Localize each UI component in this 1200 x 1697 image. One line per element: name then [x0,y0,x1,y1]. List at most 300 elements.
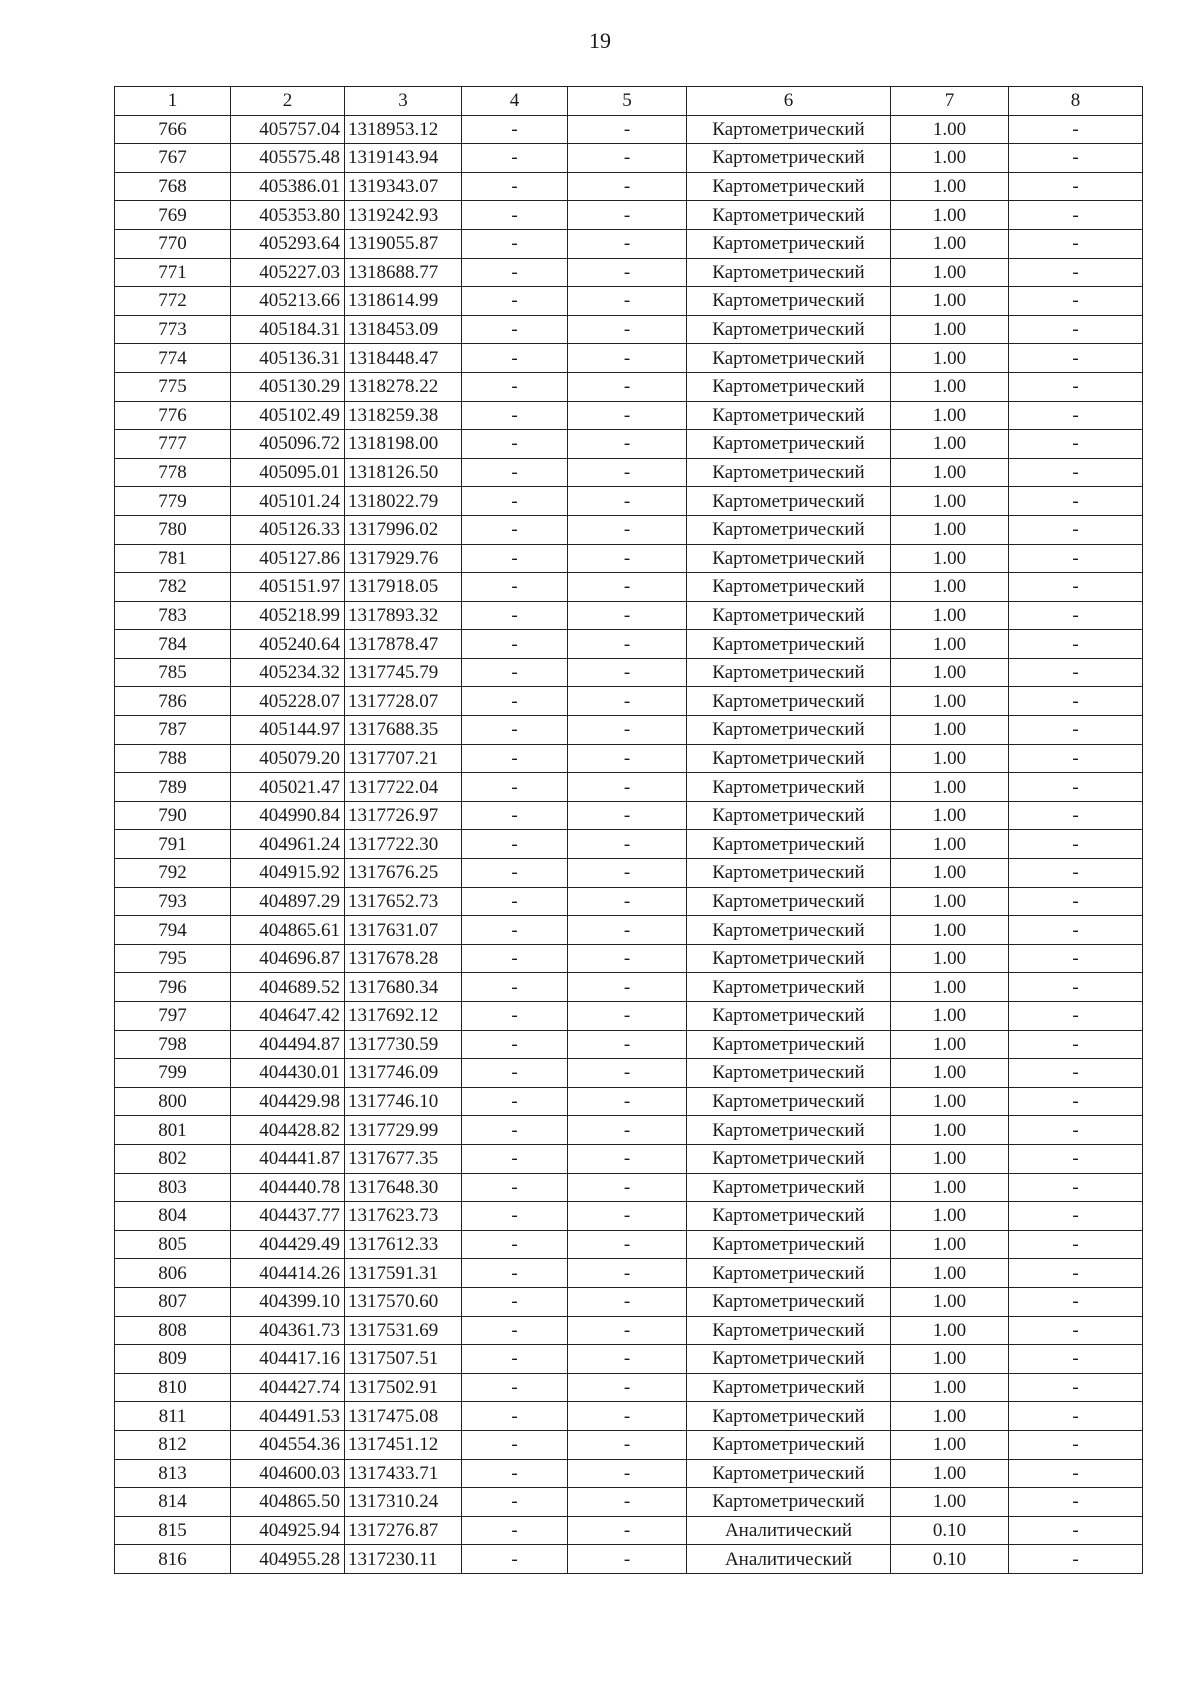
column-header: 1 [115,87,231,116]
col5-cell: - [568,1173,687,1202]
column-header: 7 [891,87,1009,116]
col4-cell: - [462,515,568,544]
table-row [115,716,1143,745]
accuracy-cell: 1.00 [891,115,1009,144]
method-cell: Картометрический [687,1059,891,1088]
y-coordinate-cell: 1318278.22 [345,372,462,401]
table-row [115,172,1143,201]
x-coordinate-cell: 404689.52 [231,973,345,1002]
point-number-cell: 781 [115,544,231,573]
column-header: 6 [687,87,891,116]
point-number-cell: 785 [115,658,231,687]
column-header: 4 [462,87,568,116]
point-number-cell: 771 [115,258,231,287]
col4-cell: - [462,1230,568,1259]
col4-cell: - [462,315,568,344]
method-cell: Картометрический [687,144,891,173]
col5-cell: - [568,916,687,945]
y-coordinate-cell: 1317310.24 [345,1488,462,1517]
method-cell: Картометрический [687,1259,891,1288]
x-coordinate-cell: 405136.31 [231,344,345,373]
col8-cell: - [1009,1545,1143,1574]
point-number-cell: 813 [115,1459,231,1488]
col8-cell: - [1009,887,1143,916]
y-coordinate-cell: 1317918.05 [345,573,462,602]
col5-cell: - [568,458,687,487]
point-number-cell: 815 [115,1516,231,1545]
col8-cell: - [1009,1516,1143,1545]
table-row [115,630,1143,659]
method-cell: Картометрический [687,487,891,516]
col5-cell: - [568,201,687,230]
col4-cell: - [462,1030,568,1059]
accuracy-cell: 1.00 [891,658,1009,687]
y-coordinate-cell: 1317276.87 [345,1516,462,1545]
col4-cell: - [462,1373,568,1402]
table-row [115,1345,1143,1374]
col4-cell: - [462,344,568,373]
x-coordinate-cell: 404361.73 [231,1316,345,1345]
table-row [115,830,1143,859]
col5-cell: - [568,258,687,287]
point-number-cell: 792 [115,859,231,888]
col5-cell: - [568,1516,687,1545]
point-number-cell: 799 [115,1059,231,1088]
x-coordinate-cell: 405227.03 [231,258,345,287]
table-row [115,287,1143,316]
table-row [115,401,1143,430]
method-cell: Картометрический [687,544,891,573]
x-coordinate-cell: 404399.10 [231,1287,345,1316]
method-cell: Картометрический [687,1116,891,1145]
accuracy-cell: 1.00 [891,287,1009,316]
col4-cell: - [462,658,568,687]
method-cell: Картометрический [687,201,891,230]
col5-cell: - [568,315,687,344]
accuracy-cell: 1.00 [891,573,1009,602]
point-number-cell: 775 [115,372,231,401]
x-coordinate-cell: 405079.20 [231,744,345,773]
x-coordinate-cell: 405386.01 [231,172,345,201]
y-coordinate-cell: 1318126.50 [345,458,462,487]
x-coordinate-cell: 404865.61 [231,916,345,945]
col8-cell: - [1009,458,1143,487]
point-number-cell: 803 [115,1173,231,1202]
point-number-cell: 779 [115,487,231,516]
point-number-cell: 808 [115,1316,231,1345]
col5-cell: - [568,1259,687,1288]
point-number-cell: 782 [115,573,231,602]
coordinates-table [114,86,1143,1574]
col5-cell: - [568,944,687,973]
point-number-cell: 768 [115,172,231,201]
y-coordinate-cell: 1317451.12 [345,1430,462,1459]
x-coordinate-cell: 404429.49 [231,1230,345,1259]
accuracy-cell: 1.00 [891,916,1009,945]
col4-cell: - [462,630,568,659]
table-row [115,229,1143,258]
col8-cell: - [1009,1002,1143,1031]
table-row [115,1430,1143,1459]
point-number-cell: 769 [115,201,231,230]
x-coordinate-cell: 405240.64 [231,630,345,659]
col8-cell: - [1009,515,1143,544]
table-row [115,1373,1143,1402]
accuracy-cell: 1.00 [891,201,1009,230]
point-number-cell: 810 [115,1373,231,1402]
x-coordinate-cell: 405293.64 [231,229,345,258]
y-coordinate-cell: 1317893.32 [345,601,462,630]
y-coordinate-cell: 1317688.35 [345,716,462,745]
col4-cell: - [462,916,568,945]
y-coordinate-cell: 1317746.09 [345,1059,462,1088]
y-coordinate-cell: 1317648.30 [345,1173,462,1202]
y-coordinate-cell: 1317707.21 [345,744,462,773]
col8-cell: - [1009,1259,1143,1288]
accuracy-cell: 1.00 [891,1316,1009,1345]
table-row [115,1059,1143,1088]
x-coordinate-cell: 404441.87 [231,1144,345,1173]
col4-cell: - [462,1430,568,1459]
col4-cell: - [462,859,568,888]
col5-cell: - [568,487,687,516]
page-number: 19 [589,28,611,53]
method-cell: Картометрический [687,1002,891,1031]
point-number-cell: 783 [115,601,231,630]
point-number-cell: 790 [115,801,231,830]
x-coordinate-cell: 405228.07 [231,687,345,716]
col4-cell: - [462,544,568,573]
col8-cell: - [1009,1144,1143,1173]
col5-cell: - [568,973,687,1002]
accuracy-cell: 1.00 [891,144,1009,173]
col5-cell: - [568,859,687,888]
col8-cell: - [1009,201,1143,230]
col4-cell: - [462,1002,568,1031]
point-number-cell: 796 [115,973,231,1002]
table-row [115,973,1143,1002]
x-coordinate-cell: 405102.49 [231,401,345,430]
x-coordinate-cell: 404430.01 [231,1059,345,1088]
col8-cell: - [1009,601,1143,630]
col4-cell: - [462,401,568,430]
table-row [115,1173,1143,1202]
accuracy-cell: 1.00 [891,229,1009,258]
table-row [115,887,1143,916]
y-coordinate-cell: 1317433.71 [345,1459,462,1488]
x-coordinate-cell: 405213.66 [231,287,345,316]
col5-cell: - [568,716,687,745]
accuracy-cell: 1.00 [891,744,1009,773]
col5-cell: - [568,1287,687,1316]
accuracy-cell: 1.00 [891,1345,1009,1374]
col8-cell: - [1009,401,1143,430]
table-row [115,1002,1143,1031]
method-cell: Картометрический [687,344,891,373]
method-cell: Аналитический [687,1516,891,1545]
table-row [115,1116,1143,1145]
col5-cell: - [568,887,687,916]
y-coordinate-cell: 1317631.07 [345,916,462,945]
point-number-cell: 807 [115,1287,231,1316]
point-number-cell: 797 [115,1002,231,1031]
accuracy-cell: 1.00 [891,1488,1009,1517]
x-coordinate-cell: 404491.53 [231,1402,345,1431]
point-number-cell: 816 [115,1545,231,1574]
table-row [115,944,1143,973]
accuracy-cell: 1.00 [891,801,1009,830]
accuracy-cell: 1.00 [891,687,1009,716]
col5-cell: - [568,1087,687,1116]
col4-cell: - [462,573,568,602]
y-coordinate-cell: 1319343.07 [345,172,462,201]
point-number-cell: 791 [115,830,231,859]
method-cell: Картометрический [687,601,891,630]
point-number-cell: 784 [115,630,231,659]
y-coordinate-cell: 1317729.99 [345,1116,462,1145]
y-coordinate-cell: 1317730.59 [345,1030,462,1059]
column-header: 3 [345,87,462,116]
method-cell: Картометрический [687,744,891,773]
col4-cell: - [462,487,568,516]
method-cell: Картометрический [687,401,891,430]
col5-cell: - [568,1459,687,1488]
col4-cell: - [462,1087,568,1116]
y-coordinate-cell: 1317475.08 [345,1402,462,1431]
method-cell: Картометрический [687,229,891,258]
x-coordinate-cell: 404554.36 [231,1430,345,1459]
accuracy-cell: 0.10 [891,1545,1009,1574]
table-row [115,315,1143,344]
column-header: 8 [1009,87,1143,116]
y-coordinate-cell: 1317531.69 [345,1316,462,1345]
col4-cell: - [462,1516,568,1545]
col4-cell: - [462,1173,568,1202]
accuracy-cell: 0.10 [891,1516,1009,1545]
col8-cell: - [1009,1316,1143,1345]
col8-cell: - [1009,687,1143,716]
col4-cell: - [462,1488,568,1517]
col4-cell: - [462,115,568,144]
y-coordinate-cell: 1317726.97 [345,801,462,830]
point-number-cell: 786 [115,687,231,716]
accuracy-cell: 1.00 [891,344,1009,373]
y-coordinate-cell: 1318453.09 [345,315,462,344]
accuracy-cell: 1.00 [891,830,1009,859]
col8-cell: - [1009,1430,1143,1459]
table-row [115,344,1143,373]
col5-cell: - [568,573,687,602]
col5-cell: - [568,687,687,716]
point-number-cell: 789 [115,773,231,802]
method-cell: Картометрический [687,258,891,287]
table-row [115,773,1143,802]
col5-cell: - [568,372,687,401]
table-row [115,801,1143,830]
x-coordinate-cell: 405096.72 [231,430,345,459]
accuracy-cell: 1.00 [891,372,1009,401]
accuracy-cell: 1.00 [891,1230,1009,1259]
point-number-cell: 778 [115,458,231,487]
col8-cell: - [1009,1488,1143,1517]
x-coordinate-cell: 405095.01 [231,458,345,487]
table-body [115,115,1143,1573]
x-coordinate-cell: 404494.87 [231,1030,345,1059]
x-coordinate-cell: 404990.84 [231,801,345,830]
y-coordinate-cell: 1318448.47 [345,344,462,373]
col4-cell: - [462,172,568,201]
col4-cell: - [462,1287,568,1316]
col4-cell: - [462,1259,568,1288]
y-coordinate-cell: 1317623.73 [345,1202,462,1231]
method-cell: Картометрический [687,687,891,716]
accuracy-cell: 1.00 [891,1144,1009,1173]
point-number-cell: 809 [115,1345,231,1374]
method-cell: Картометрический [687,630,891,659]
col8-cell: - [1009,315,1143,344]
x-coordinate-cell: 404417.16 [231,1345,345,1374]
accuracy-cell: 1.00 [891,515,1009,544]
col8-cell: - [1009,115,1143,144]
col5-cell: - [568,515,687,544]
col8-cell: - [1009,1116,1143,1145]
col5-cell: - [568,1430,687,1459]
accuracy-cell: 1.00 [891,401,1009,430]
col4-cell: - [462,830,568,859]
col5-cell: - [568,744,687,773]
method-cell: Картометрический [687,859,891,888]
col5-cell: - [568,229,687,258]
header-row [115,87,1143,116]
table-row [115,744,1143,773]
x-coordinate-cell: 405757.04 [231,115,345,144]
col8-cell: - [1009,973,1143,1002]
col5-cell: - [568,773,687,802]
point-number-cell: 767 [115,144,231,173]
col8-cell: - [1009,773,1143,802]
column-header: 5 [568,87,687,116]
method-cell: Картометрический [687,801,891,830]
accuracy-cell: 1.00 [891,973,1009,1002]
table-row [115,1259,1143,1288]
col4-cell: - [462,1316,568,1345]
accuracy-cell: 1.00 [891,544,1009,573]
col4-cell: - [462,430,568,459]
y-coordinate-cell: 1317230.11 [345,1545,462,1574]
point-number-cell: 811 [115,1402,231,1431]
table-row [115,487,1143,516]
y-coordinate-cell: 1317591.31 [345,1259,462,1288]
method-cell: Картометрический [687,973,891,1002]
col8-cell: - [1009,830,1143,859]
accuracy-cell: 1.00 [891,1430,1009,1459]
y-coordinate-cell: 1318953.12 [345,115,462,144]
x-coordinate-cell: 404437.77 [231,1202,345,1231]
col8-cell: - [1009,544,1143,573]
col5-cell: - [568,1316,687,1345]
point-number-cell: 812 [115,1430,231,1459]
accuracy-cell: 1.00 [891,773,1009,802]
col8-cell: - [1009,573,1143,602]
col8-cell: - [1009,1373,1143,1402]
x-coordinate-cell: 405184.31 [231,315,345,344]
col8-cell: - [1009,916,1143,945]
method-cell: Картометрический [687,658,891,687]
accuracy-cell: 1.00 [891,716,1009,745]
x-coordinate-cell: 404440.78 [231,1173,345,1202]
col8-cell: - [1009,944,1143,973]
y-coordinate-cell: 1317722.30 [345,830,462,859]
table-row [115,601,1143,630]
accuracy-cell: 1.00 [891,1002,1009,1031]
col4-cell: - [462,1116,568,1145]
col8-cell: - [1009,258,1143,287]
y-coordinate-cell: 1319055.87 [345,229,462,258]
method-cell: Картометрический [687,887,891,916]
col5-cell: - [568,344,687,373]
col4-cell: - [462,1545,568,1574]
col8-cell: - [1009,1173,1143,1202]
point-number-cell: 793 [115,887,231,916]
x-coordinate-cell: 404428.82 [231,1116,345,1145]
accuracy-cell: 1.00 [891,1459,1009,1488]
col8-cell: - [1009,1202,1143,1231]
col5-cell: - [568,1002,687,1031]
col8-cell: - [1009,144,1143,173]
table-row [115,1144,1143,1173]
table-row [115,115,1143,144]
x-coordinate-cell: 404600.03 [231,1459,345,1488]
table-row [115,687,1143,716]
table-row [115,859,1143,888]
table-row [115,1402,1143,1431]
table-row [115,916,1143,945]
col8-cell: - [1009,801,1143,830]
y-coordinate-cell: 1317612.33 [345,1230,462,1259]
accuracy-cell: 1.00 [891,630,1009,659]
x-coordinate-cell: 405144.97 [231,716,345,745]
col5-cell: - [568,144,687,173]
table-row [115,1488,1143,1517]
accuracy-cell: 1.00 [891,315,1009,344]
col4-cell: - [462,458,568,487]
point-number-cell: 780 [115,515,231,544]
method-cell: Картометрический [687,716,891,745]
col4-cell: - [462,687,568,716]
y-coordinate-cell: 1317929.76 [345,544,462,573]
col4-cell: - [462,201,568,230]
y-coordinate-cell: 1317678.28 [345,944,462,973]
y-coordinate-cell: 1317722.04 [345,773,462,802]
col8-cell: - [1009,1459,1143,1488]
y-coordinate-cell: 1319143.94 [345,144,462,173]
col5-cell: - [568,1202,687,1231]
col5-cell: - [568,430,687,459]
col4-cell: - [462,229,568,258]
col4-cell: - [462,944,568,973]
x-coordinate-cell: 404429.98 [231,1087,345,1116]
col8-cell: - [1009,744,1143,773]
table-row [115,372,1143,401]
col5-cell: - [568,401,687,430]
y-coordinate-cell: 1318614.99 [345,287,462,316]
y-coordinate-cell: 1317502.91 [345,1373,462,1402]
y-coordinate-cell: 1317652.73 [345,887,462,916]
table-row [115,1316,1143,1345]
x-coordinate-cell: 405130.29 [231,372,345,401]
y-coordinate-cell: 1318022.79 [345,487,462,516]
col8-cell: - [1009,229,1143,258]
